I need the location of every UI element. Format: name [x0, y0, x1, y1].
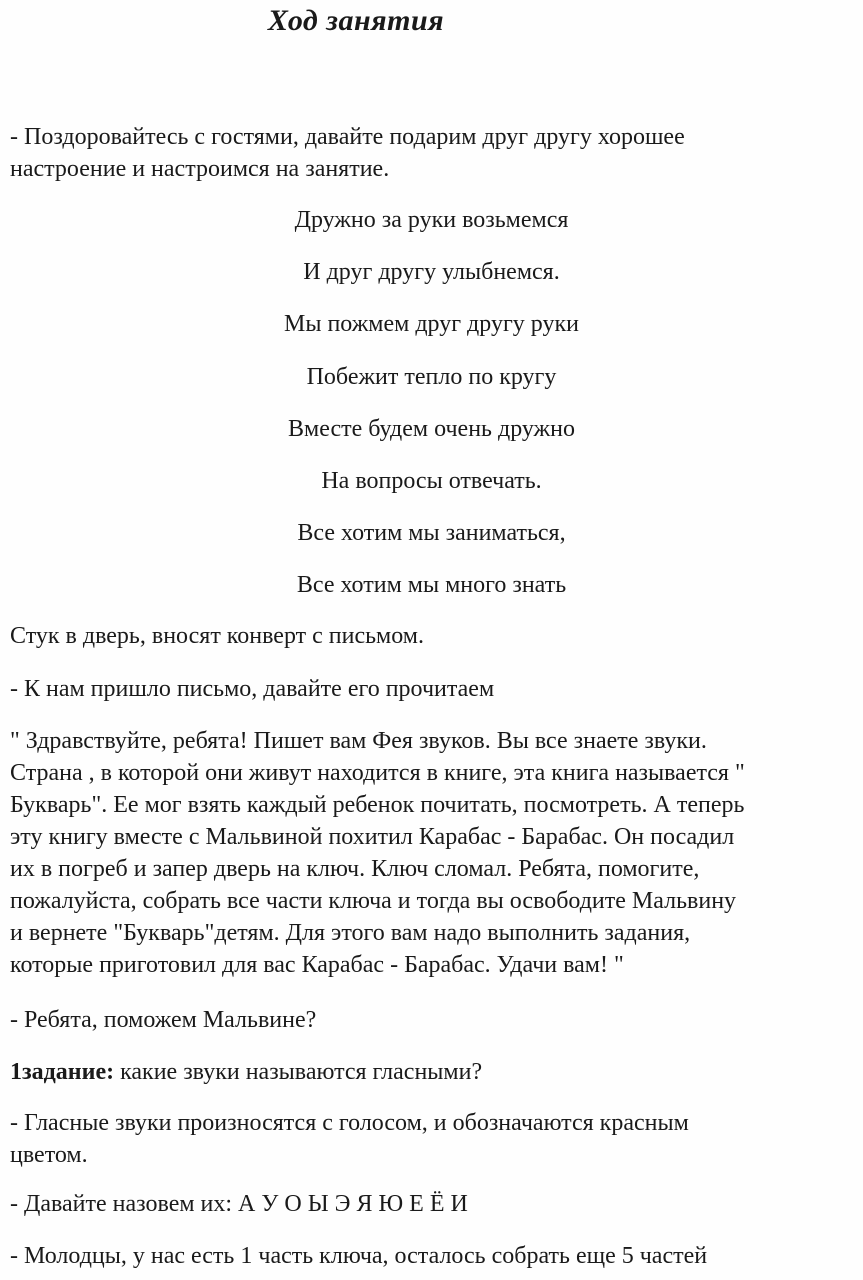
letter-line: Страна , в которой они живут находится в книге, эта книга называется " — [10, 760, 745, 786]
task-1-label: 1задание: — [10, 1059, 115, 1085]
letter-paragraph — [10, 725, 855, 981]
letter-line: Букварь". Ее мог взять каждый ребенок почитать, посмотреть. А теперь — [10, 792, 745, 818]
task-1 — [10, 1056, 855, 1088]
letter-line: которые приготовил для вас Карабас - Барабас. Удачи вам! " — [10, 952, 624, 978]
page-title: Ход занятия — [267, 4, 445, 37]
letter-line: эту книгу вместе с Мальвиной похитил Карабас - Барабас. Он посадил — [10, 824, 735, 850]
letter-line: пожалуйста, собрать все части ключа и тогда вы освободите Мальвину — [10, 888, 737, 914]
vowels-list: - Давайте назовем их: А У О Ы Э Я Ю Е Ё И — [10, 1191, 468, 1217]
conclusion: - Молодцы, у нас есть 1 часть ключа, осталось собрать еще 5 частей — [10, 1243, 708, 1269]
letter-intro: - К нам пришло письмо, давайте его прочитаем — [10, 676, 495, 702]
poem-line: И друг другу улыбнемся. — [303, 259, 560, 285]
help-question: - Ребята, поможем Мальвине? — [10, 1007, 317, 1033]
letter-line: и вернете "Букварь"детям. Для этого вам надо выполнить задания, — [10, 920, 691, 946]
vowels-explanation — [10, 1107, 855, 1171]
intro-line-1: - Поздоровайтесь с гостями, давайте подарим друг другу хорошее — [10, 124, 685, 150]
poem-line: Побежит тепло по кругу — [306, 364, 557, 390]
poem-line: Все хотим мы заниматься, — [297, 520, 566, 546]
intro-line-2: настроение и настроимся на занятие. — [10, 156, 390, 182]
poem-line: Вместе будем очень дружно — [288, 416, 575, 442]
vowels-explanation-line-2: цветом. — [10, 1142, 88, 1168]
letter-line: их в погреб и запер дверь на ключ. Ключ сломал. Ребята, помогите, — [10, 856, 700, 882]
poem-line: На вопросы отвечать. — [321, 468, 542, 494]
letter-line: " Здравствуйте, ребята! Пишет вам Фея звуков. Вы все знаете звуки. — [10, 728, 707, 754]
knock-paragraph: Стук в дверь, вносят конверт с письмом. — [10, 623, 424, 649]
poem-line: Мы пожмем друг другу руки — [284, 311, 579, 337]
task-1-text: какие звуки называются гласными? — [114, 1059, 483, 1085]
poem-line: Все хотим мы много знать — [296, 572, 567, 598]
intro-paragraph — [10, 121, 855, 185]
vowels-explanation-line-1: - Гласные звуки произносятся с голосом, и обозначаются красным — [10, 1110, 689, 1136]
poem-line: Дружно за руки возьмемся — [294, 207, 569, 233]
